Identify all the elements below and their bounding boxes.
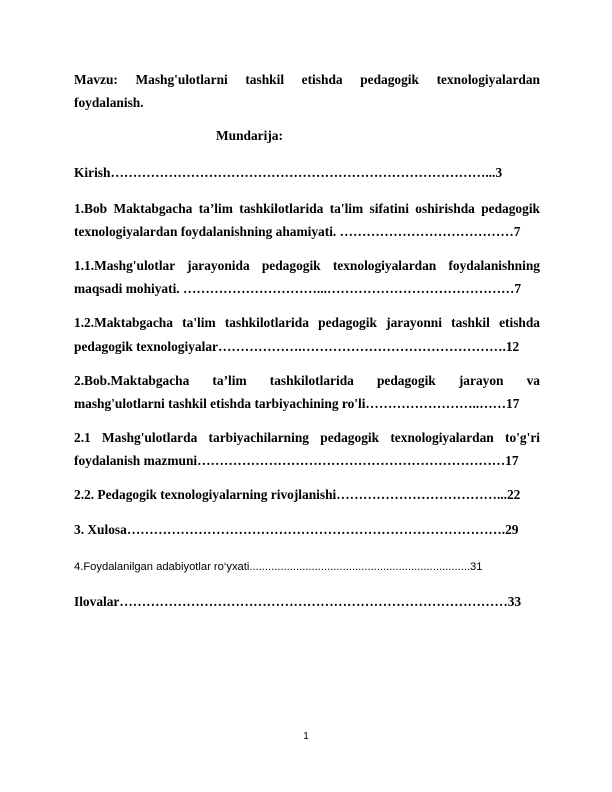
toc-entry-2-1-line1: 2.1 Mashg'ulotlarda tarbiyachilarning pedagogik texnologiyalardan to'g'ri bbox=[74, 430, 540, 445]
topic-title-line2: foydalanish. bbox=[74, 95, 144, 110]
toc-entry-1-2-line2: pedagogik texnologiyalar……………….……………………………………….12 bbox=[74, 339, 520, 354]
toc-entry-chapter1-line1: 1.Bob Maktabgacha ta’lim tashkilotlarida ta'lim sifatini oshirishda pedagogik bbox=[74, 201, 540, 216]
toc-entry-chapter2-line2: mashg'ulotlarni tashkil etishda tarbiyachining ro'li……………………..……17 bbox=[74, 396, 520, 411]
page-number: 1 bbox=[303, 731, 309, 742]
toc-entry-1-2-line1: 1.2.Maktabgacha ta'lim tashkilotlarida pedagogik jarayonni tashkil etishda bbox=[74, 315, 540, 330]
topic-title-line1: Mavzu: Mashg'ulotlarni tashkil etishda pedagogik texnologiyalardan bbox=[74, 72, 540, 87]
toc-entry-2-1-line2: foydalanish mazmuni……………………………………………………………17 bbox=[74, 453, 519, 468]
toc-entry-chapter2-line1: 2.Bob.Maktabgacha ta’lim tashkilotlarida pedagogik jarayon va bbox=[74, 373, 540, 388]
toc-entry-chapter1-line2: texnologiyalardan foydalanishning ahamiyati. …………………………………7 bbox=[74, 224, 521, 239]
toc-entry-appendices: Ilovalar……………………………………………………………………………33 bbox=[74, 594, 522, 609]
toc-entry-2-2: 2.2. Pedagogik texnologiyalarning rivojlanishi………………………………...22 bbox=[74, 487, 521, 502]
contents-heading: Mundarija: bbox=[216, 128, 283, 143]
toc-entry-conclusion: 3. Xulosa………………………………………………………………………….29 bbox=[74, 522, 519, 537]
toc-entry-1-1-line2: maqsadi mohiyati. …………………………...……………………………………7 bbox=[74, 281, 522, 296]
toc-entry-references: 4.Foydalanilgan adabiyotlar ro‘yxati.......................................................................31 bbox=[74, 561, 483, 573]
toc-entry-1-1-line1: 1.1.Mashg'ulotlar jarayonida pedagogik texnologiyalardan foydalanishning bbox=[74, 258, 540, 273]
toc-entry-introduction: Kirish…………………………………………………………………………...3 bbox=[74, 165, 503, 180]
